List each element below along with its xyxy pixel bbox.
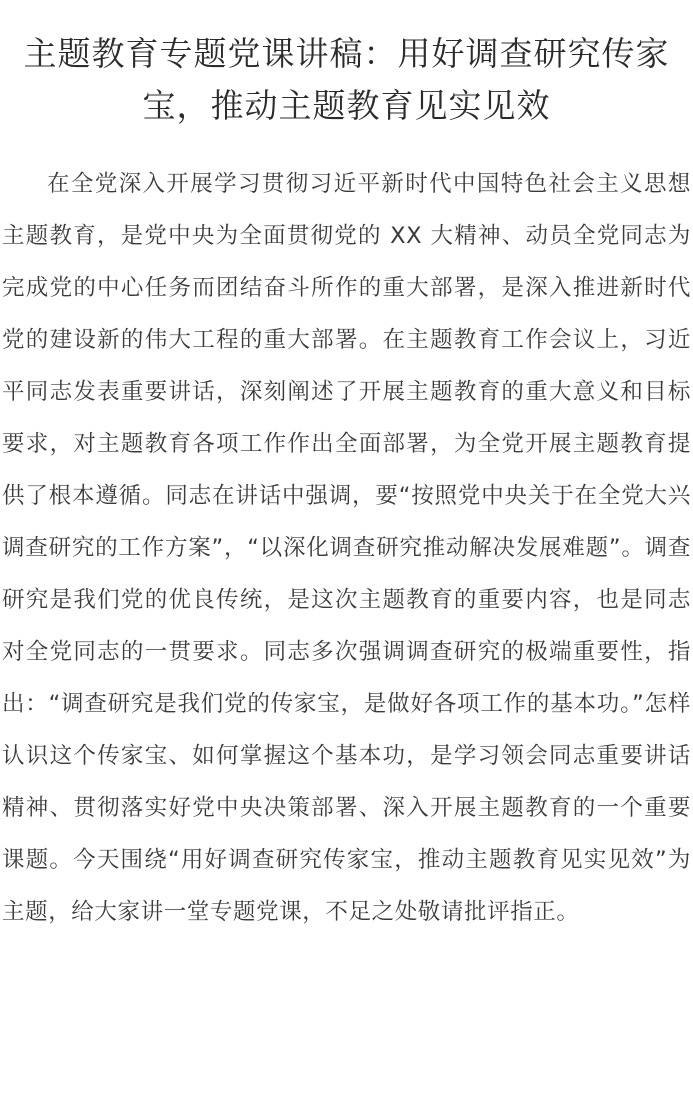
body-paragraph: 在全党深入开展学习贯彻习近平新时代中国特色社会主义思想主题教育，是党中央为全面贯彻党的 XX 大精神、动员全党同志为完成党的中心任务而团结奋斗所作的重大部署，是深入推进新时代党的建设新的伟大工程的重大部署。在主题教育工作会议上，习近平同志发表重要讲话，深刻阐述了开展主题教育的重大意义和目标要求，对主题教育各项工作作出全面部署，为全党开展主题教育提供了根本遵循。同志在讲话中强调，要“按照党中央关于在全党大兴调查研究的工作方案”，“以深化调查研究推动解决发展难题”。调查研究是我们党的优良传统，是这次主题教育的重要内容，也是同志对全党同志的一贯要求。同志多次强调调查研究的极端重要性，指出：“调查研究是我们党的传家宝，是做好各项工作的基本功。”怎样认识这个传家宝、如何掌握这个基本功，是学习领会同志重要讲话精神、贯彻落实好党中央决策部署、深入开展主题教育的一个重要课题。今天围绕“用好调查研究传家宝，推动主题教育见实见效”为主题，给大家讲一堂专题党课，不足之处敬请批评指正。 bbox=[2, 171, 691, 925]
document-title: 主题教育专题党课讲稿：用好调查研究传家宝，推动主题教育见实见效 bbox=[23, 34, 670, 125]
